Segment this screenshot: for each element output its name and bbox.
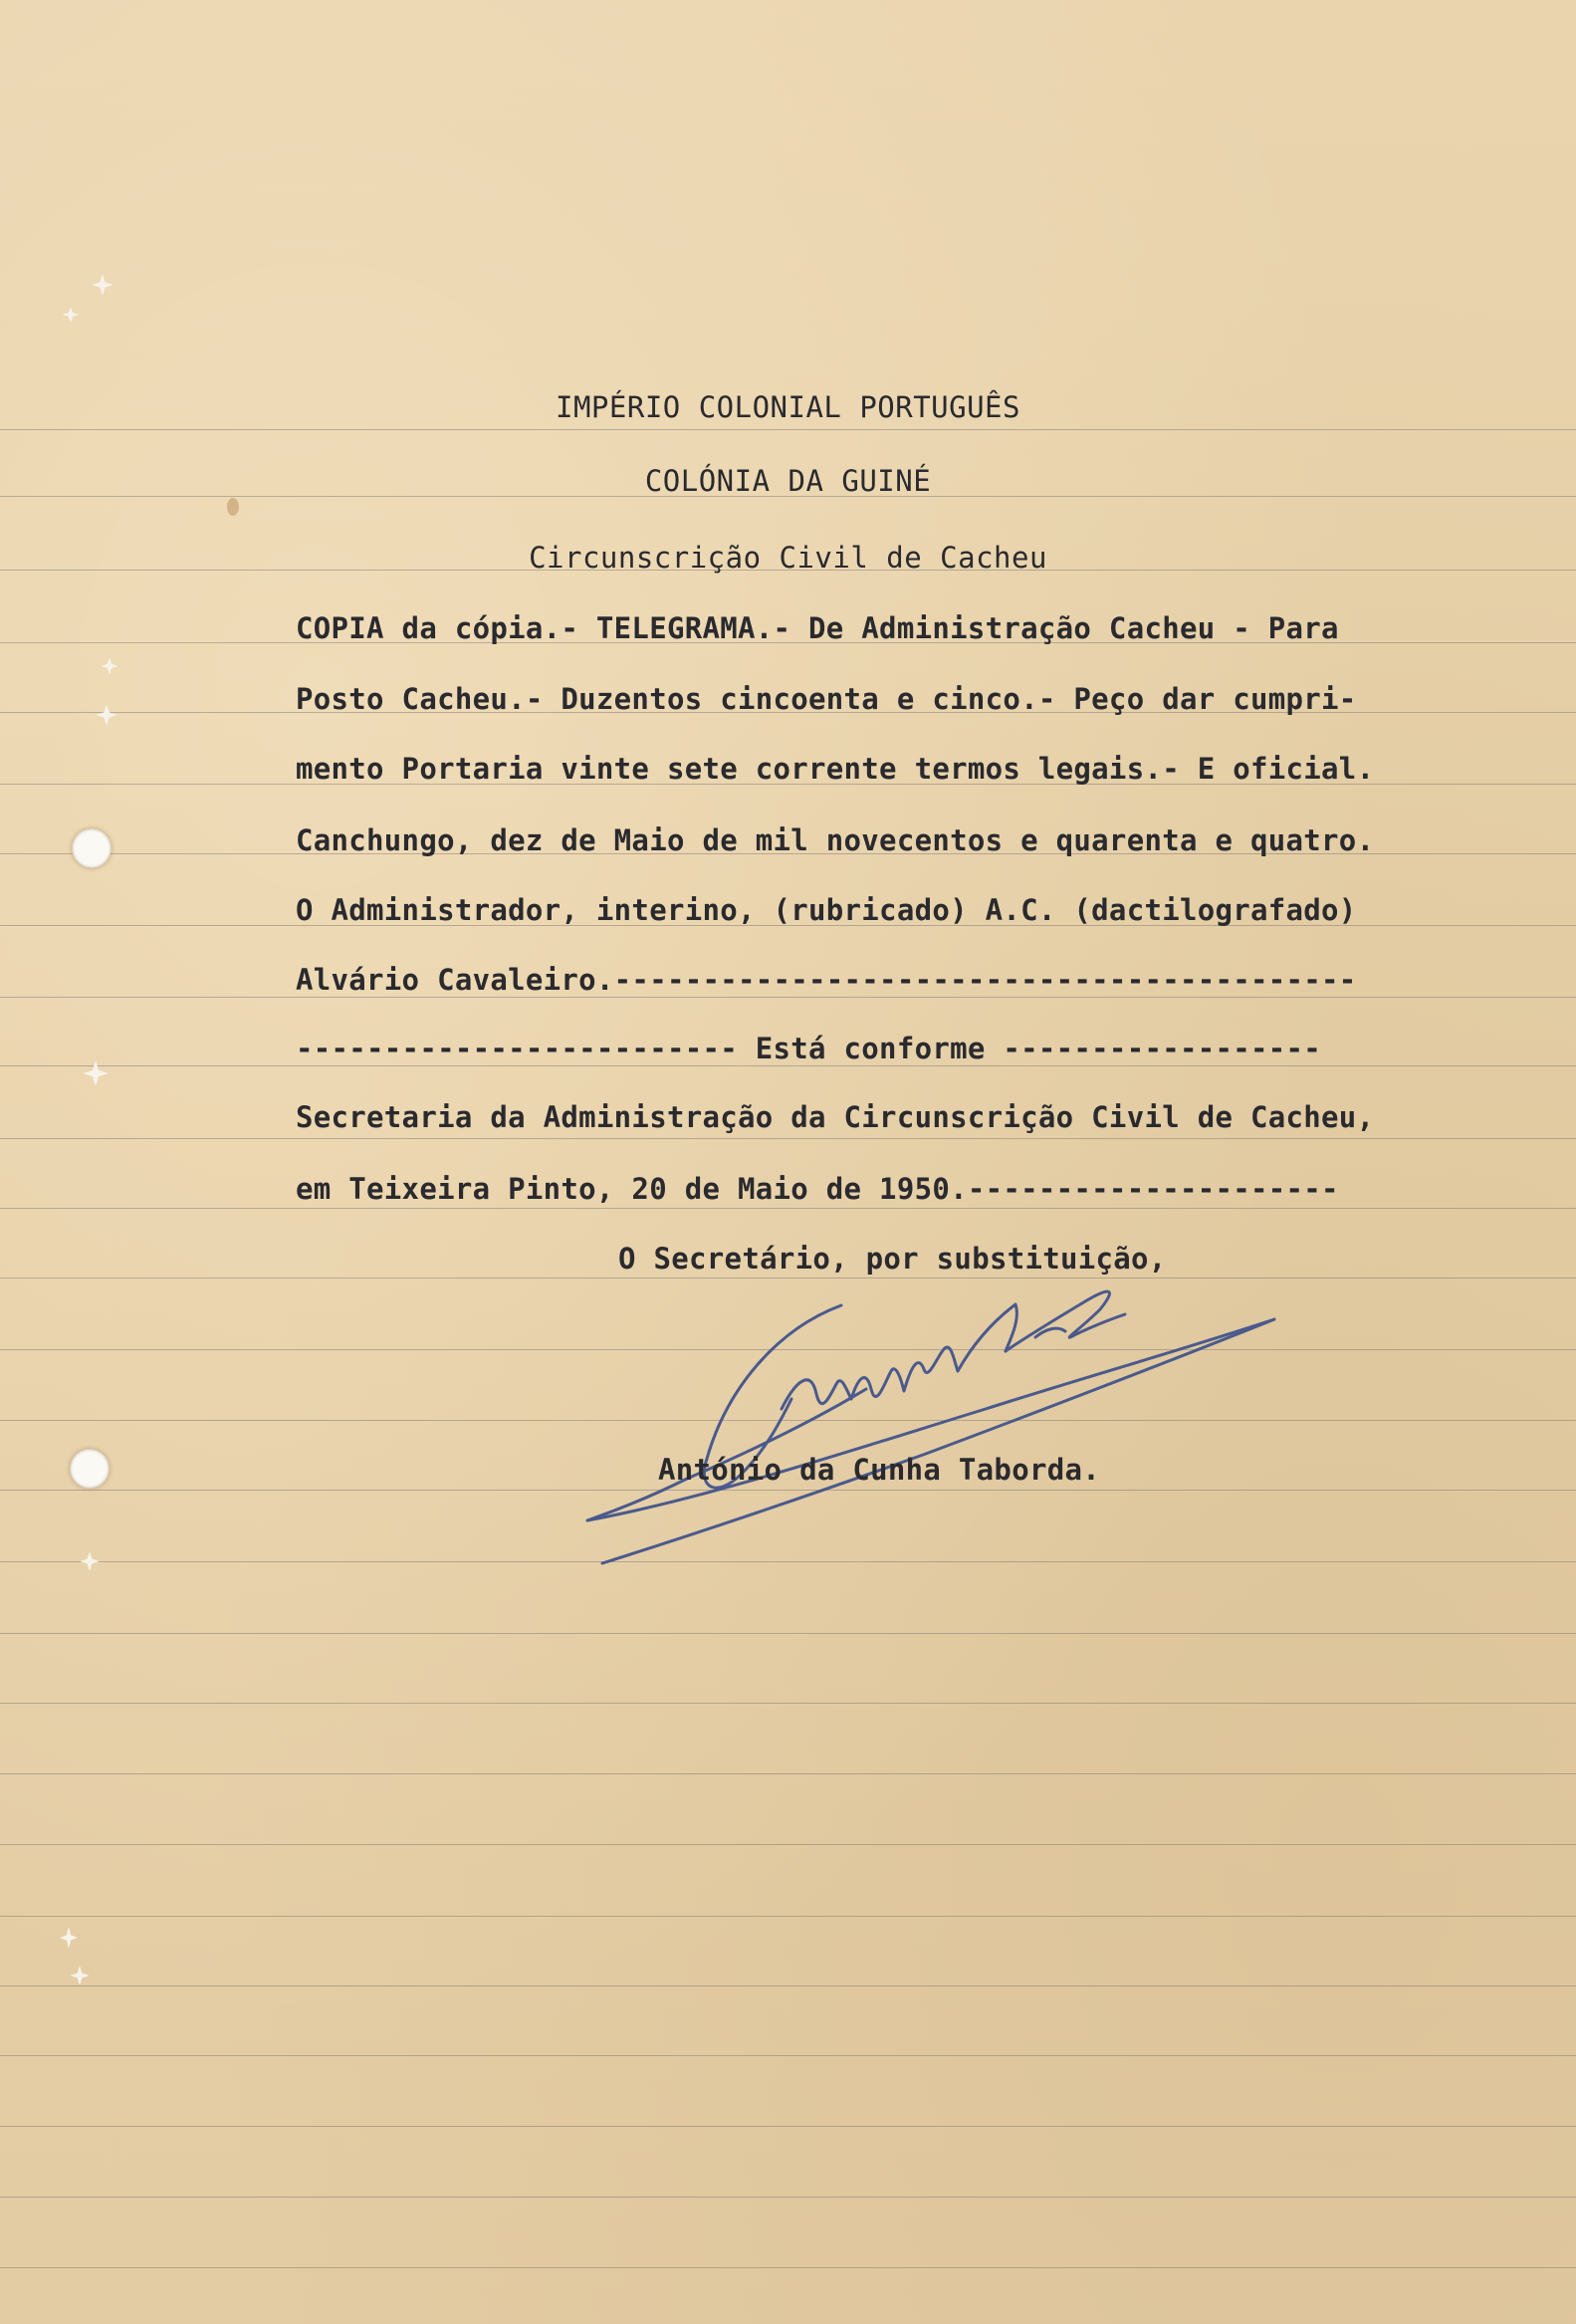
paper-damage-speck	[80, 1551, 100, 1571]
body-line: Posto Cacheu.- Duzentos cincoenta e cinco.- Peço dar cumpri-	[296, 682, 1357, 716]
ruled-line	[0, 997, 1576, 998]
paper-damage-speck	[101, 657, 118, 675]
ruled-line	[0, 2197, 1576, 2198]
ruled-line	[0, 1703, 1576, 1704]
ruled-line	[0, 1916, 1576, 1917]
ruled-line	[0, 2267, 1576, 2268]
punch-hole	[72, 828, 112, 868]
body-line: Canchungo, dez de Maio de mil novecentos e quarenta e quatro.	[296, 823, 1375, 857]
body-line: Alvário Cavaleiro.------------------------------------------	[296, 963, 1357, 997]
paper-damage-speck	[70, 1966, 90, 1985]
ruled-line	[0, 1138, 1576, 1139]
ruled-line	[0, 1208, 1576, 1209]
ruled-line	[0, 1633, 1576, 1634]
heading-colony: COLÓNIA DA GUINÉ	[644, 464, 932, 498]
paper-damage-speck	[83, 1060, 109, 1086]
ruled-line	[0, 1773, 1576, 1774]
ruled-line	[0, 2055, 1576, 2056]
body-line: mento Portaria vinte sete corrente termos legais.- E oficial.	[296, 752, 1375, 786]
punch-hole	[70, 1449, 110, 1489]
handwritten-signature	[567, 1260, 1284, 1578]
ruled-line	[0, 1844, 1576, 1845]
body-line: Secretaria da Administração da Circunscrição Civil de Cacheu,	[296, 1100, 1375, 1134]
paper-damage-speck	[62, 307, 80, 323]
ruled-line	[0, 2126, 1576, 2127]
body-line: em Teixeira Pinto, 20 de Maio de 1950.---------------------	[296, 1172, 1339, 1206]
heading-empire: IMPÉRIO COLONIAL PORTUGUÊS	[556, 390, 1020, 424]
ruled-line	[0, 429, 1576, 430]
body-line: COPIA da cópia.- TELEGRAMA.- De Administração Cacheu - Para	[296, 611, 1339, 645]
paper-damage-speck	[92, 274, 113, 296]
stain-mark	[227, 498, 239, 516]
body-line: O Administrador, interino, (rubricado) A.C. (dactilografado)	[296, 893, 1357, 927]
signatory-name: António da Cunha Taborda.	[658, 1453, 1100, 1487]
ruled-line	[0, 1985, 1576, 1986]
paper-damage-speck	[60, 1927, 78, 1949]
closing-line: O Secretário, por substituição,	[618, 1242, 1167, 1276]
body-line: ------------------------- Está conforme ------------------	[296, 1032, 1322, 1065]
ruled-line	[0, 1065, 1576, 1066]
paper-damage-speck	[96, 704, 117, 726]
heading-circunscricao: Circunscrição Civil de Cacheu	[529, 541, 1047, 575]
